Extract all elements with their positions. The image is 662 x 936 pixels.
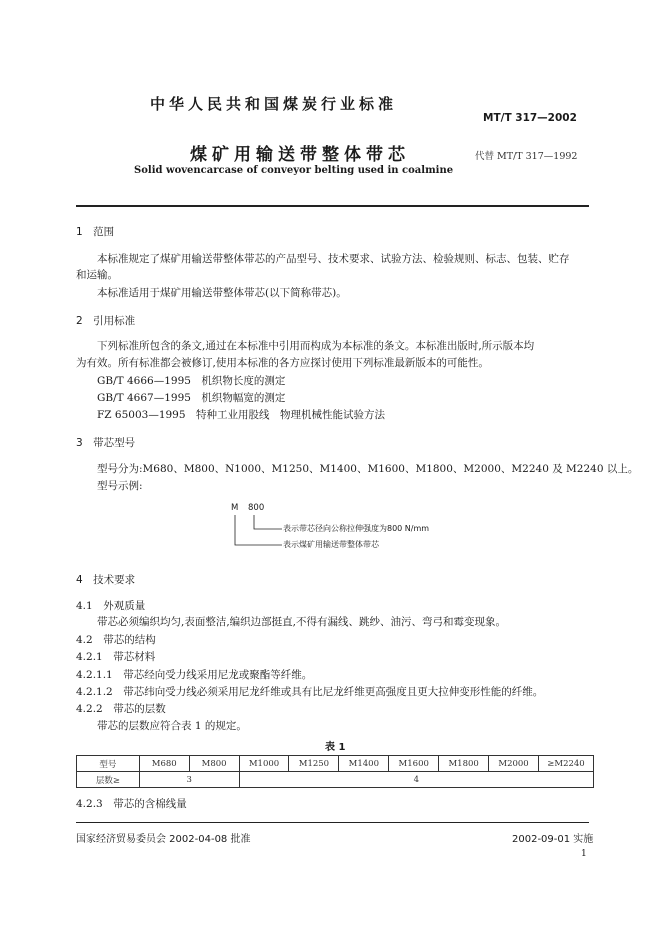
table-row-label: 型号 xyxy=(77,756,140,772)
diagram-label-800: 800 xyxy=(248,503,265,513)
table-cell: M2000 xyxy=(489,756,539,772)
section-4-1-paragraph: 带芯必须编织均匀,表面整洁,编织边部挺直,不得有漏线、跳纱、油污、弯弓和霉变现象。 xyxy=(97,616,507,628)
document-title-en: Solid wovencarcase of conveyor belting used in coalmine xyxy=(134,165,454,176)
section-1-paragraph: 本标准适用于煤矿用输送带整体带芯(以下简称带芯)。 xyxy=(97,287,347,299)
header-rule xyxy=(76,205,589,207)
diagram-leader-lines xyxy=(230,513,290,553)
section-4-2-2-heading: 4.2.2 带芯的层数 xyxy=(76,703,166,715)
section-2-paragraph-line: 为有效。所有标准都会被修订,使用本标准的各方应探讨使用下列标准最新版本的可能性。 xyxy=(76,357,489,369)
table-cell: M1250 xyxy=(289,756,339,772)
reference-item: GB/T 4667—1995 机织物幅宽的测定 xyxy=(97,392,286,404)
table-row-label: 层数≥ xyxy=(77,772,140,788)
footer-rule xyxy=(76,822,589,823)
table-cell: ≥M2240 xyxy=(538,756,593,772)
section-4-2-1-1: 4.2.1.1 带芯经向受力线采用尼龙或聚酯等纤维。 xyxy=(76,669,313,681)
reference-item: GB/T 4666—1995 机织物长度的测定 xyxy=(97,375,286,387)
section-4-1-heading: 4.1 外观质量 xyxy=(76,600,146,612)
page-number: 1 xyxy=(581,849,587,859)
reference-item: FZ 65003—1995 特种工业用股线 物理机械性能试验方法 xyxy=(97,409,386,421)
section-4-heading: 4 技术要求 xyxy=(76,574,136,586)
table-cell: M1000 xyxy=(239,756,289,772)
table-1 xyxy=(76,755,594,788)
section-1-paragraph-line: 本标准规定了煤矿用输送带整体带芯的产品型号、技术要求、试验方法、检验规则、标志、包装、贮存 xyxy=(97,253,570,265)
table-cell: M1400 xyxy=(339,756,389,772)
table-cell: M1600 xyxy=(389,756,439,772)
approval-statement: 国家经济贸易委员会 2002-04-08 批准 xyxy=(76,834,251,845)
table-row xyxy=(77,772,594,788)
section-3-paragraph: 型号分为:M680、M800、N1000、M1250、M1400、M1600、M1800、M2000、M2240 及 M2240 以上。 xyxy=(97,463,639,475)
section-2-paragraph-line: 下列标准所包含的条文,通过在本标准中引用而构成为本标准的条文。本标准出版时,所示版本均 xyxy=(97,340,535,352)
section-4-2-1-2: 4.2.1.2 带芯纬向受力线必须采用尼龙纤维或具有比尼龙纤维更高强度且更大拉伸变形性能的纤维。 xyxy=(76,686,544,698)
section-4-2-1-heading: 4.2.1 带芯材料 xyxy=(76,651,156,663)
diagram-note-product: 表示煤矿用输送带整体带芯 xyxy=(283,540,379,549)
section-3-example-label: 型号示例: xyxy=(97,480,143,492)
section-2-heading: 2 引用标准 xyxy=(76,315,136,327)
table-cell: M800 xyxy=(189,756,239,772)
section-4-2-2-paragraph: 带芯的层数应符合表 1 的规定。 xyxy=(97,720,247,732)
section-1-paragraph-line: 和运输。 xyxy=(76,269,118,281)
standard-number: MT/T 317—2002 xyxy=(483,112,577,124)
table-row xyxy=(77,756,594,772)
table-cell: 3 xyxy=(139,772,239,788)
table-cell: M1800 xyxy=(439,756,489,772)
table-cell: 4 xyxy=(239,772,593,788)
section-1-heading: 1 范围 xyxy=(76,226,115,238)
table-1-caption: 表 1 xyxy=(325,742,346,753)
implementation-date: 2002-09-01 实施 xyxy=(512,834,594,845)
diagram-note-strength: 表示带芯径向公称拉伸强度为800 N/mm xyxy=(283,524,430,533)
table-cell: M680 xyxy=(139,756,189,772)
section-3-heading: 3 带芯型号 xyxy=(76,437,136,449)
replaces-standard: 代替 MT/T 317—1992 xyxy=(475,151,578,162)
document-title-cn: 煤矿用输送带整体带芯 xyxy=(190,145,410,165)
section-4-2-heading: 4.2 带芯的结构 xyxy=(76,634,156,646)
section-4-2-3-heading: 4.2.3 带芯的含棉线量 xyxy=(76,798,187,810)
issuing-authority-title: 中华人民共和国煤炭行业标准 xyxy=(150,95,398,113)
diagram-label-m: M xyxy=(231,503,239,513)
